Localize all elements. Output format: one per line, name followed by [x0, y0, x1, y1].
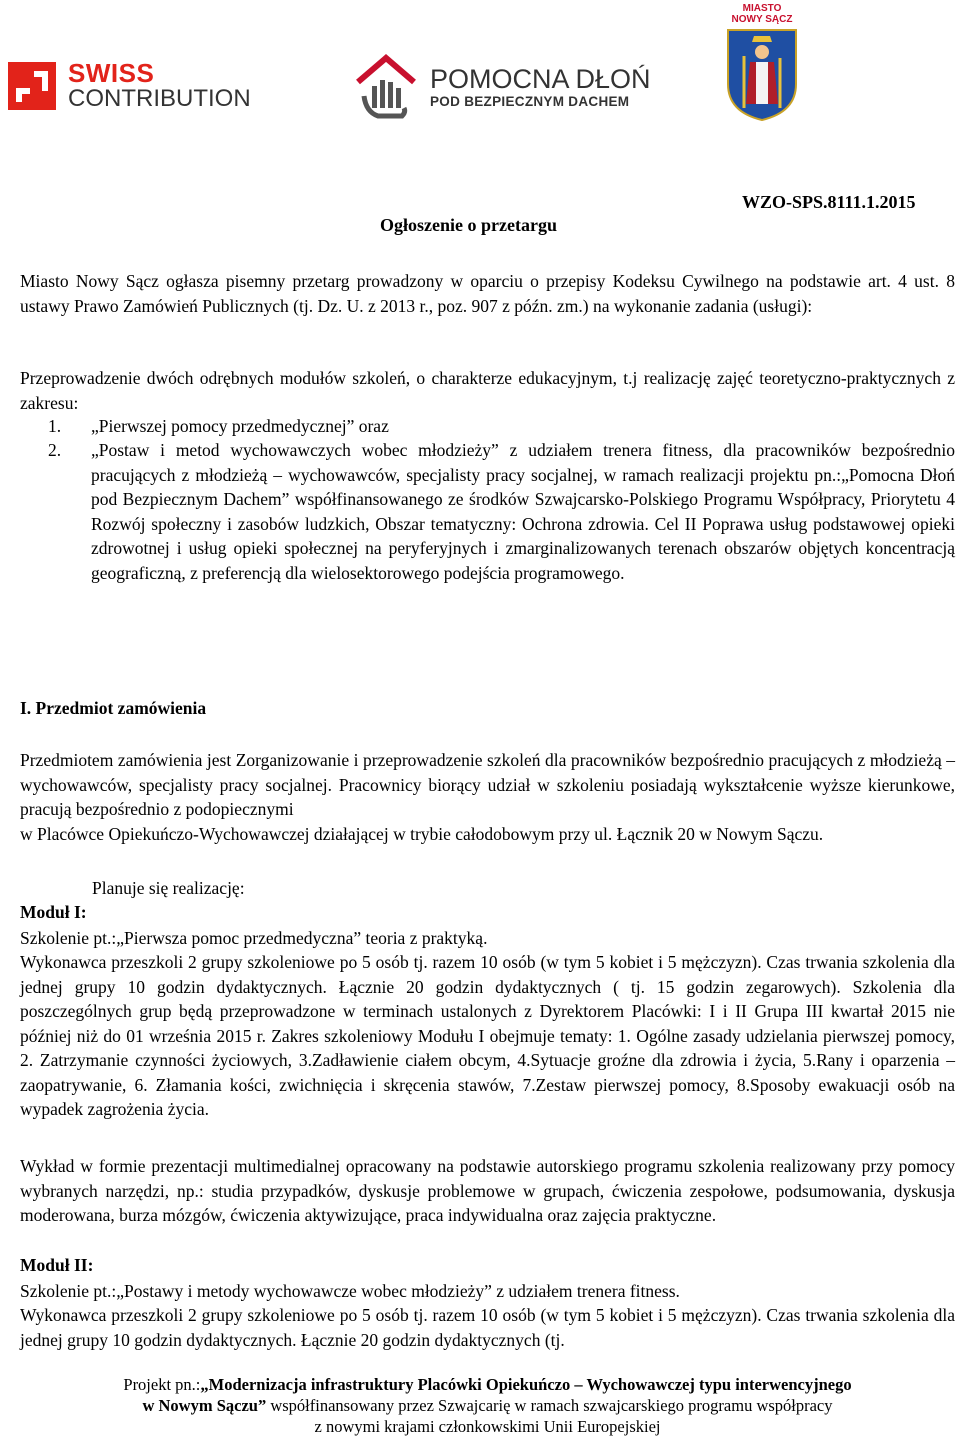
- section-heading: I. Przedmiot zamówienia: [20, 698, 207, 718]
- module1-lecture: Wykład w formie prezentacji multimedialnej opracowany na podstawie autorskiego programu szkolenia realizowany przy pomocy wybranych narzędzi, np.: studia przypadków, dyskusje problemowe w grupach, ćwiczenia zespołowe, podsumowania, dyskusja moderowana, burza mózgów, ćwiczenia aktywizujące, praca indywidualna oraz zajęcia praktyczne.: [20, 1156, 955, 1225]
- list-item-number: 1.: [48, 416, 62, 436]
- section1-paragraph: Przedmiotem zamówienia jest Zorganizowanie i przeprowadzenie szkoleń dla pracowników bezpośrednio pracujących z młodzieżą – wychowawców, specjalisty pracy socjalnej. Pracownicy biorący udział w szkoleniu posiadają wykształcenie wyższe kierunkowe, pracują bezpośrednio z podopiecznymi: [20, 750, 955, 819]
- footer: [20, 1374, 955, 1437]
- scope-list: [48, 414, 955, 585]
- swiss-cross-icon: [8, 62, 56, 110]
- list-item-text: „Pierwszej pomocy przedmedycznej” oraz: [91, 416, 389, 436]
- intro-paragraph: Miasto Nowy Sącz ogłasza pisemny przetarg prowadzony w oparciu o przepisy Kodeksu Cywilnego na podstawie art. 4 ust. 8 ustawy Prawo Zamówień Publicznych (tj. Dz. U. z 2013 r., poz. 907 z późn. zm.) na wykonanie zadania (usługi):: [20, 271, 955, 316]
- page-title: Ogłoszenie o przetargu: [380, 215, 557, 235]
- nowy-sacz-crest: [724, 3, 800, 123]
- pd-logo-line2: POD BEZPIECZNYM DACHEM: [430, 94, 630, 109]
- footer-line3: z nowymi krajami członkowskimi Unii Europejskiej: [314, 1417, 661, 1436]
- list-item: [48, 438, 955, 585]
- footer-financing: współfinansowany przez Szwajcarię w ramach szwajcarskiego programu współpracy: [266, 1396, 833, 1415]
- reference-number: WZO-SPS.8111.1.2015: [742, 192, 916, 212]
- module1-body: Wykonawca przeszkoli 2 grupy szkoleniowe po 5 osób tj. razem 10 osób (w tym 5 kobiet i 5 mężczyzn). Czas trwania szkolenia dla jednej grupy 10 godzin dydaktycznych. Łącznie 20 godzin dydaktycznych ( tj. 15 godzin zegarowych). Szkolenia dla poszczególnych grup będą przeprowadzone w terminach ustalonych z Dyrektorem Placówki: I i II Grupa III kwartał 2015 nie później niż do 01 września 2015 r. Zakres szkoleniowy Modułu I obejmuje tematy: 1. Ogólne zasady udzielania pierwszej pomocy, 2. Zatrzymanie czynności życiowych, 3.Zadławienie ciałem obcym, 4.Sytuacje groźne dla zdrowia i życia, 5.Rany i oparzenia – zaopatrywanie, 6. Złamania kości, zwichnięcia i skręcenia stawów, 7.Zestaw pierwszej pomocy, 8.Sposoby ewakuacji osób na wypadek zagrożenia życia.: [20, 952, 955, 1119]
- footer-prefix: Projekt pn.:: [123, 1375, 201, 1394]
- list-item-text: „Postaw i metod wychowawczych wobec młodzieży” z udziałem trenera fitness, dla pracowników bezpośrednio pracujących z młodzieżą – wychowawców, specjalisty pracy socjalnej, w ramach realizacji projektu pn.:„Pomocna Dłoń pod Bezpiecznym Dachem” współfinansowanego ze środków Szwajcarsko-Polskiego Programu Współpracy, Priorytetu 4 Rozwój społeczny i zasobów ludzkich, Obszar tematyczny: Ochrona zdrowia. Cel II Poprawa usług podstawowej opieki zdrowotnej i usług opieki społecznej na peryferyjnych i zmarginalizowanych terenach obszarów objętych koncentracją geograficzną, z preferencją dla wielosektorowego podejścia programowego.: [91, 440, 955, 583]
- list-item-number: 2.: [48, 440, 62, 460]
- module1-training-title: Szkolenie pt.:„Pierwsza pomoc przedmedyczna” teoria z praktyką.: [20, 928, 488, 948]
- swiss-logo-line2: CONTRIBUTION: [68, 85, 251, 112]
- footer-line1: [20, 1374, 955, 1395]
- crest-line1: MIASTO: [742, 3, 782, 14]
- module2-training-title: Szkolenie pt.:„Postawy i metody wychowawcze wobec młodzieży” z udziałem trenera fitness.: [20, 1281, 680, 1301]
- section1-paragraph-2: w Placówce Opiekuńczo-Wychowawczej działającej w trybie całodobowym przy ul. Łącznik 20 w Nowym Sączu.: [20, 824, 824, 844]
- plan-line: Planuje się realizację:: [92, 878, 245, 898]
- house-hand-icon: [354, 52, 420, 120]
- pd-logo-line1: POMOCNA DŁOŃ: [430, 64, 651, 94]
- swiss-contribution-logo: [8, 58, 268, 117]
- footer-project-place: w Nowym Sączu”: [142, 1396, 267, 1415]
- list-item: [48, 414, 955, 438]
- task-paragraph: Przeprowadzenie dwóch odrębnych modułów szkoleń, o charakterze edukacyjnym, t.j realizację zajęć teoretyczno-praktycznych z zakresu:: [20, 368, 955, 413]
- module2-heading: Moduł II:: [20, 1255, 94, 1275]
- swiss-logo-line1: SWISS: [68, 58, 155, 88]
- module1-heading: Moduł I:: [20, 902, 87, 922]
- footer-project-name: „Modernizacja infrastruktury Placówki Opiekuńczo – Wychowawczej typu interwencyjnego: [200, 1375, 852, 1394]
- footer-line2: [20, 1395, 955, 1416]
- module2-body: Wykonawca przeszkoli 2 grupy szkoleniowe po 5 osób tj. razem 10 osób (w tym 5 kobiet i 5 mężczyzn). Czas trwania szkolenia dla jednej grupy 10 godzin dydaktycznych. Łącznie 20 godzin dydaktycznych (tj.: [20, 1305, 955, 1350]
- crest-line2: NOWY SĄCZ: [731, 14, 793, 25]
- coat-of-arms-icon: [726, 28, 798, 122]
- pomocna-dlon-logo: [354, 52, 664, 122]
